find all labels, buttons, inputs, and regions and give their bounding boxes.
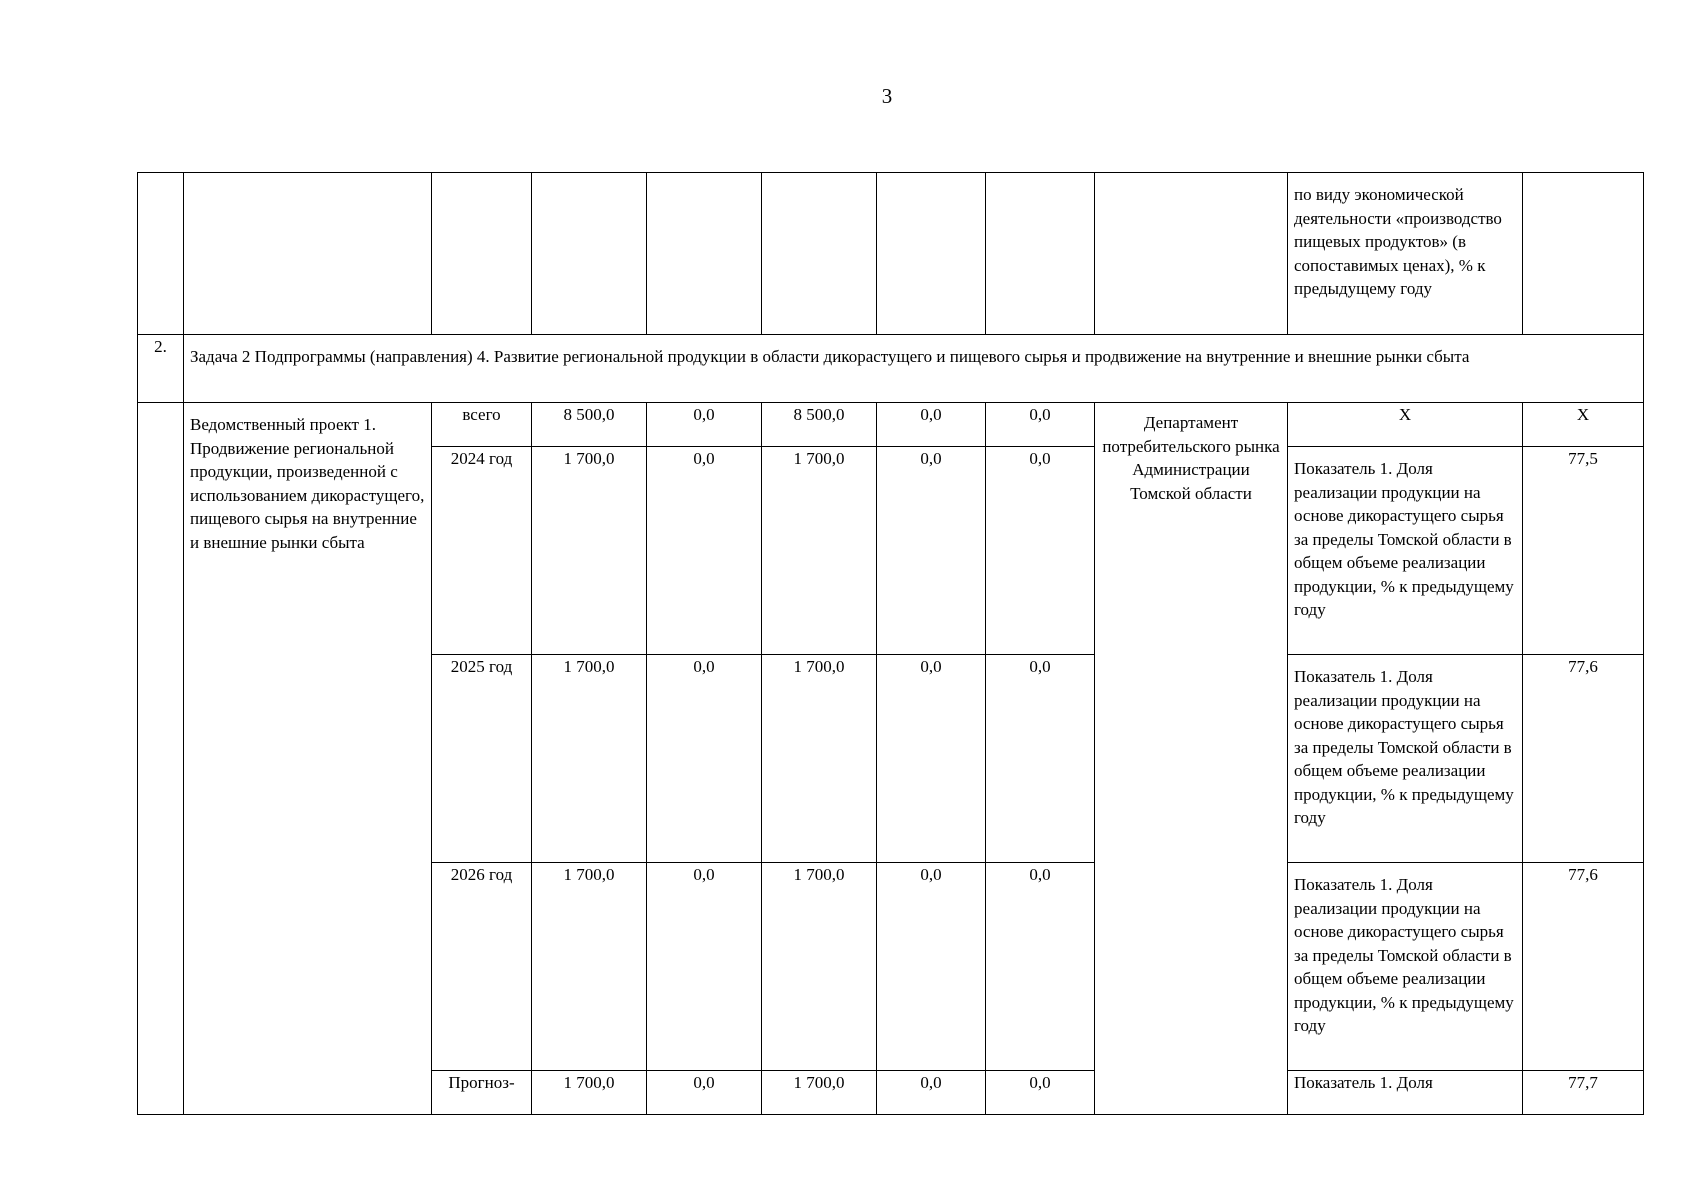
empty-cell (1523, 173, 1644, 335)
task-row (138, 335, 1644, 403)
federal-cell: 0,0 (647, 655, 762, 863)
indicator-cell: Показатель 1. Доля (1288, 1071, 1523, 1115)
other-cell: 0,0 (986, 403, 1095, 447)
continuation-row (138, 173, 1644, 335)
local-cell: 0,0 (877, 403, 986, 447)
empty-cell (532, 173, 647, 335)
empty-cell (877, 173, 986, 335)
federal-cell: 0,0 (647, 447, 762, 655)
other-cell: 0,0 (986, 447, 1095, 655)
federal-cell: 0,0 (647, 863, 762, 1071)
empty-cell (138, 173, 184, 335)
period-cell: 2026 год (432, 863, 532, 1071)
indicator-cell: X (1288, 403, 1523, 447)
value-cell: 77,6 (1523, 863, 1644, 1071)
value-cell: 77,7 (1523, 1071, 1644, 1115)
local-cell: 0,0 (877, 863, 986, 1071)
value-cell: 77,5 (1523, 447, 1644, 655)
value-cell: 77,6 (1523, 655, 1644, 863)
program-table (137, 172, 1644, 1115)
federal-cell: 0,0 (647, 403, 762, 447)
empty-cell (184, 173, 432, 335)
indicator-cell: по виду экономической деятельности «производство пищевых продуктов» (в сопоставимых ценах), % к предыдущему году (1288, 173, 1523, 335)
task-number: 2. (138, 335, 184, 403)
total-cell: 1 700,0 (532, 655, 647, 863)
value-cell: X (1523, 403, 1644, 447)
empty-cell (432, 173, 532, 335)
total-cell: 1 700,0 (532, 863, 647, 1071)
period-cell: Прогноз- (432, 1071, 532, 1115)
empty-cell (986, 173, 1095, 335)
local-cell: 0,0 (877, 1071, 986, 1115)
total-cell: 1 700,0 (532, 1071, 647, 1115)
empty-cell (138, 403, 184, 1115)
period-cell: всего (432, 403, 532, 447)
regional-cell: 1 700,0 (762, 863, 877, 1071)
department-cell: Департамент потребительского рынка Администрации Томской области (1095, 403, 1288, 1115)
local-cell: 0,0 (877, 447, 986, 655)
federal-cell: 0,0 (647, 1071, 762, 1115)
total-cell: 8 500,0 (532, 403, 647, 447)
period-cell: 2025 год (432, 655, 532, 863)
task-text: Задача 2 Подпрограммы (направления) 4. Развитие региональной продукции в области дикорастущего и пищевого сырья и продвижение на внутренние и внешние рынки сбыта (184, 335, 1644, 403)
empty-cell (762, 173, 877, 335)
local-cell: 0,0 (877, 655, 986, 863)
regional-cell: 1 700,0 (762, 655, 877, 863)
other-cell: 0,0 (986, 655, 1095, 863)
table-row (138, 403, 1644, 447)
regional-cell: 1 700,0 (762, 447, 877, 655)
regional-cell: 1 700,0 (762, 1071, 877, 1115)
project-name: Ведомственный проект 1. Продвижение региональной продукции, произведенной с использованием дикорастущего, пищевого сырья на внутренние и внешние рынки сбыта (184, 403, 432, 1115)
empty-cell (647, 173, 762, 335)
period-cell: 2024 год (432, 447, 532, 655)
indicator-cell: Показатель 1. Доля реализации продукции на основе дикорастущего сырья за пределы Томской области в общем объеме реализации продукции, % к предыдущему году (1288, 655, 1523, 863)
other-cell: 0,0 (986, 863, 1095, 1071)
total-cell: 1 700,0 (532, 447, 647, 655)
page-number: 3 (881, 84, 893, 108)
empty-cell (1095, 173, 1288, 335)
other-cell: 0,0 (986, 1071, 1095, 1115)
indicator-cell: Показатель 1. Доля реализации продукции на основе дикорастущего сырья за пределы Томской области в общем объеме реализации продукции, % к предыдущему году (1288, 863, 1523, 1071)
indicator-cell: Показатель 1. Доля реализации продукции на основе дикорастущего сырья за пределы Томской области в общем объеме реализации продукции, % к предыдущему году (1288, 447, 1523, 655)
regional-cell: 8 500,0 (762, 403, 877, 447)
